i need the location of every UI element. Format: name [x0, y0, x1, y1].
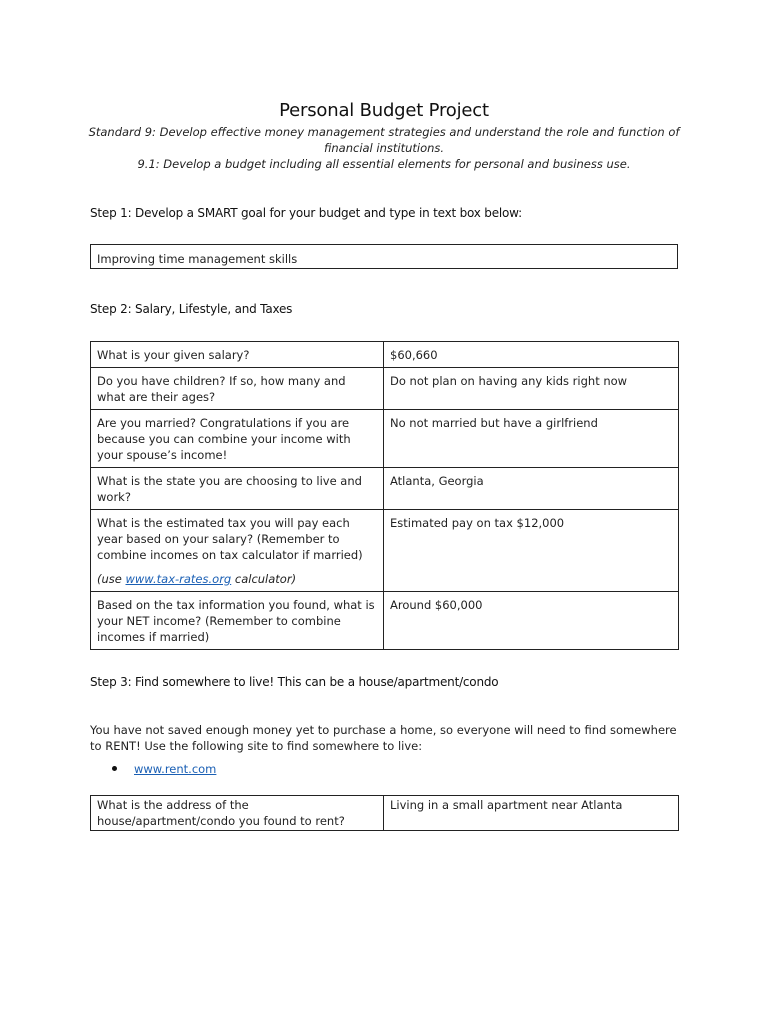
answer-cell[interactable]: No not married but have a girlfriend	[384, 410, 679, 468]
tax-rates-link[interactable]: www.tax-rates.org	[125, 572, 232, 586]
table-row	[91, 468, 679, 510]
answer-cell[interactable]: Atlanta, Georgia	[384, 468, 679, 510]
question-cell: Are you married? Congratulations if you are because you can combine your income with your spouse’s income!	[91, 410, 384, 468]
question-cell: What is the address of the house/apartment/condo you found to rent?	[91, 796, 384, 831]
step1-heading: Step 1: Develop a SMART goal for your budget and type in text box below:	[90, 206, 522, 220]
answer-cell[interactable]: Do not plan on having any kids right now	[384, 368, 679, 410]
standard-description	[86, 124, 682, 172]
table-row	[91, 410, 679, 468]
table-row	[91, 592, 679, 650]
rent-instructions: You have not saved enough money yet to purchase a home, so everyone will need to find somewhere to RENT! Use the following site to find somewhere to live:	[90, 723, 677, 753]
step3-heading: Step 3: Find somewhere to live! This can be a house/apartment/condo	[90, 675, 499, 689]
answer-cell[interactable]: $60,660	[384, 342, 679, 368]
table-row	[91, 368, 679, 410]
table-row	[91, 510, 679, 592]
answer-cell[interactable]: Around $60,000	[384, 592, 679, 650]
question-cell: What is the state you are choosing to live and work?	[91, 468, 384, 510]
question-cell: What is your given salary?	[91, 342, 384, 368]
tax-note-prefix: (use	[97, 572, 126, 586]
smart-goal-textbox[interactable]: Improving time management skills	[90, 244, 678, 269]
question-cell	[91, 510, 384, 592]
answer-cell[interactable]: Estimated pay on tax $12,000	[384, 510, 679, 592]
standard-line-2: 9.1: Develop a budget including all essential elements for personal and business use.	[137, 157, 631, 171]
table-row	[91, 796, 679, 831]
question-cell: Based on the tax information you found, what is your NET income? (Remember to combine incomes if married)	[91, 592, 384, 650]
standard-line-1: Standard 9: Develop effective money management strategies and understand the role and function of financial institutions.	[88, 125, 680, 155]
tax-calculator-note	[97, 571, 377, 587]
bullet-icon	[112, 766, 117, 771]
page-title: Personal Budget Project	[279, 100, 489, 121]
answer-cell[interactable]: Living in a small apartment near Atlanta	[384, 796, 679, 831]
tax-question-text: What is the estimated tax you will pay each year based on your salary? (Remember to combine incomes on tax calculator if married)	[97, 516, 363, 562]
question-cell: Do you have children? If so, how many and what are their ages?	[91, 368, 384, 410]
salary-lifestyle-table	[90, 341, 679, 650]
list-item	[112, 762, 216, 776]
address-table	[90, 795, 679, 831]
step2-heading: Step 2: Salary, Lifestyle, and Taxes	[90, 302, 293, 316]
tax-note-suffix: calculator)	[231, 572, 297, 586]
table-row	[91, 342, 679, 368]
rent-com-link[interactable]: www.rent.com	[134, 762, 217, 776]
